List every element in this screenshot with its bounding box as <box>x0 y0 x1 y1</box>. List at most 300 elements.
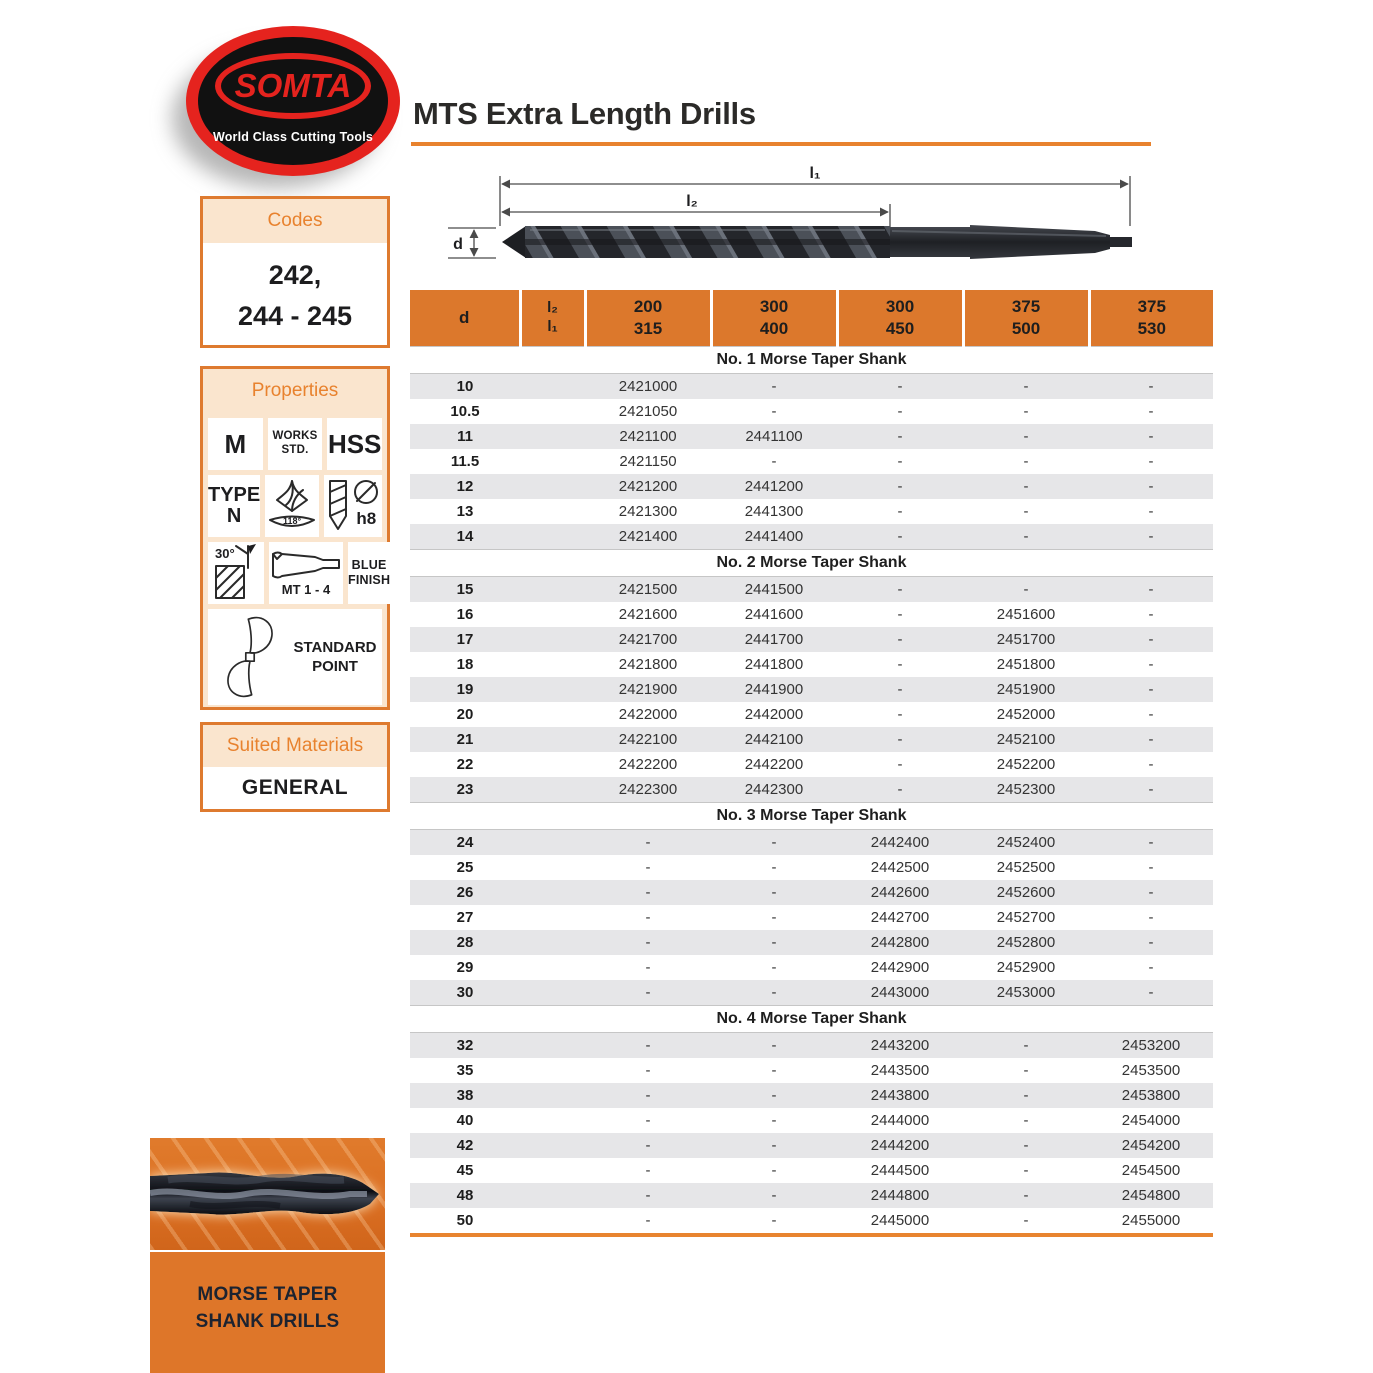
code-cell: 2442800 <box>837 930 963 955</box>
code-cell: - <box>963 424 1089 449</box>
logo-ring <box>215 53 371 119</box>
code-cell: 2452300 <box>963 777 1089 803</box>
code-cell: 2452500 <box>996 859 1056 876</box>
code-cell: - <box>897 756 903 773</box>
code-cell: - <box>897 706 903 723</box>
codes-table <box>410 290 1213 1237</box>
suited-materials-box <box>200 722 390 812</box>
table-row <box>410 374 1213 400</box>
lengths-spacer-cell <box>520 1208 585 1235</box>
diameter-cell: 23 <box>410 777 520 803</box>
category-line-2: SHANK DRILLS <box>195 1310 340 1332</box>
code-cell: - <box>711 930 837 955</box>
code-cell: - <box>771 1062 777 1079</box>
code-cell: - <box>1089 474 1213 499</box>
lengths-spacer-cell <box>520 752 585 777</box>
code-cell: - <box>1089 577 1213 603</box>
properties-grid <box>203 413 391 707</box>
diameter-cell: 48 <box>410 1183 520 1208</box>
property-material: M <box>208 418 263 470</box>
diameter-cell: 10 <box>410 374 520 400</box>
codes-header: Codes <box>203 199 387 243</box>
code-cell: 2422300 <box>585 777 711 803</box>
diameter-cell: 14 <box>410 524 520 550</box>
code-cell: 2455000 <box>1121 1212 1181 1229</box>
diameter-cell: 38 <box>410 1083 520 1108</box>
code-cell: - <box>711 374 837 400</box>
diameter-cell: 45 <box>456 1162 474 1179</box>
lengths-spacer-cell <box>520 677 585 702</box>
code-cell: 2421600 <box>618 606 678 623</box>
brand-name: SOMTA <box>234 67 352 104</box>
code-cell: - <box>1089 424 1213 449</box>
code-cell: 2442600 <box>837 880 963 905</box>
table-row <box>410 424 1213 449</box>
table-row <box>410 1158 1213 1183</box>
lengths-spacer-cell <box>520 955 585 980</box>
code-cell: 2444800 <box>837 1183 963 1208</box>
code-cell: 2441700 <box>711 627 837 652</box>
code-cell: - <box>1148 656 1154 673</box>
table-row <box>410 577 1213 603</box>
lengths-spacer-cell <box>520 880 585 905</box>
table-row <box>410 1183 1213 1208</box>
col-header-size-1: 200 315 <box>585 290 711 347</box>
table-row <box>410 905 1213 930</box>
code-cell: - <box>1023 1062 1029 1079</box>
code-cell: - <box>1089 524 1213 550</box>
lengths-spacer-cell <box>520 727 585 752</box>
title-underline <box>411 142 1151 146</box>
code-cell: 2453500 <box>1121 1062 1181 1079</box>
code-cell: - <box>1023 503 1029 520</box>
code-cell: - <box>771 909 777 926</box>
diameter-cell: 29 <box>456 959 474 976</box>
code-cell: 2452700 <box>996 909 1056 926</box>
codes-line-1: 242, <box>268 260 322 290</box>
code-cell: 2441400 <box>711 524 837 550</box>
lengths-spacer-cell <box>520 702 585 727</box>
diameter-cell: 35 <box>456 1062 474 1079</box>
lengths-spacer-cell <box>520 1133 585 1158</box>
code-cell: - <box>585 1133 711 1158</box>
code-cell: - <box>771 1162 777 1179</box>
code-cell: - <box>1148 756 1154 773</box>
code-cell: 2441100 <box>711 424 837 449</box>
code-cell: - <box>1089 777 1213 803</box>
codes-values <box>203 243 387 336</box>
lengths-spacer-cell <box>520 474 585 499</box>
lengths-spacer-cell <box>520 905 585 930</box>
code-cell: 2453000 <box>963 980 1089 1006</box>
diameter-cell: 19 <box>410 677 520 702</box>
lengths-spacer-cell <box>520 627 585 652</box>
col-header-size-2: 300 400 <box>711 290 837 347</box>
section-header-row: No. 2 Morse Taper Shank <box>410 550 1213 577</box>
col-header-size-4: 375 500 <box>963 290 1089 347</box>
somta-logo <box>172 18 412 198</box>
code-cell: - <box>1089 980 1213 1006</box>
code-cell: - <box>1023 1162 1029 1179</box>
tolerance-value: h8 <box>356 509 377 528</box>
code-cell: - <box>771 403 777 420</box>
code-cell: 2421700 <box>585 627 711 652</box>
table-row <box>410 449 1213 474</box>
code-cell: - <box>771 1212 777 1229</box>
code-cell: - <box>1089 930 1213 955</box>
code-cell: - <box>837 727 963 752</box>
code-cell: 2441300 <box>744 503 804 520</box>
code-cell: 2421100 <box>585 424 711 449</box>
code-cell: 2451800 <box>996 656 1056 673</box>
code-cell: - <box>1023 1112 1029 1129</box>
code-cell: 2442700 <box>870 909 930 926</box>
code-cell: - <box>771 959 777 976</box>
code-cell: - <box>711 830 837 856</box>
code-cell: - <box>837 777 963 803</box>
code-cell: 2421300 <box>618 503 678 520</box>
code-cell: - <box>897 606 903 623</box>
code-cell: 2442400 <box>837 830 963 856</box>
suited-materials-header: Suited Materials <box>203 725 387 767</box>
code-cell: - <box>711 880 837 905</box>
code-cell: 2442100 <box>711 727 837 752</box>
code-cell: - <box>645 859 651 876</box>
taper-shank-icon <box>269 550 343 580</box>
code-cell: - <box>837 577 963 603</box>
code-cell: - <box>711 1183 837 1208</box>
code-cell: - <box>1148 859 1154 876</box>
code-cell: 2421900 <box>585 677 711 702</box>
code-cell: - <box>897 403 903 420</box>
table-row <box>410 677 1213 702</box>
diameter-cell: 16 <box>456 606 474 623</box>
diameter-cell: 28 <box>410 930 520 955</box>
code-cell: 2442000 <box>744 706 804 723</box>
lengths-spacer-cell <box>520 1108 585 1133</box>
code-cell: 2441600 <box>744 606 804 623</box>
code-cell: 2452200 <box>996 756 1056 773</box>
diameter-cell: 17 <box>410 627 520 652</box>
table-row <box>410 702 1213 727</box>
property-tolerance <box>324 475 382 537</box>
property-works-std: WORKS STD. <box>268 418 323 470</box>
code-cell: - <box>711 980 837 1006</box>
diameter-cell: 11.5 <box>450 453 480 470</box>
lengths-spacer-cell <box>520 830 585 856</box>
code-cell: 2422000 <box>618 706 678 723</box>
product-photo <box>150 1138 385 1250</box>
lengths-spacer-cell <box>520 855 585 880</box>
diameter-cell: 15 <box>410 577 520 603</box>
property-hss: HSS <box>327 418 382 470</box>
diameter-cell: 26 <box>410 880 520 905</box>
diameter-cell: 12 <box>410 474 520 499</box>
lengths-spacer-cell <box>520 1183 585 1208</box>
code-cell: 2442200 <box>744 756 804 773</box>
code-cell: - <box>837 677 963 702</box>
code-cell: 2421050 <box>618 403 678 420</box>
code-cell: - <box>1089 374 1213 400</box>
brand-tagline: World Class Cutting Tools <box>212 130 374 144</box>
table-row <box>410 727 1213 752</box>
code-cell: 2421000 <box>585 374 711 400</box>
codes-line-2: 244 - 245 <box>237 300 353 331</box>
code-cell: 2441200 <box>711 474 837 499</box>
diameter-cell: 18 <box>456 656 474 673</box>
code-cell: - <box>771 1112 777 1129</box>
code-cell: - <box>1089 627 1213 652</box>
code-cell: 2441500 <box>711 577 837 603</box>
code-cell: 2443000 <box>837 980 963 1006</box>
diameter-cell: 21 <box>410 727 520 752</box>
table-row <box>410 652 1213 677</box>
code-cell: - <box>837 424 963 449</box>
code-cell: - <box>645 909 651 926</box>
dim-l2-label: l₂ <box>686 193 698 210</box>
section-header-row: No. 1 Morse Taper Shank <box>410 347 1213 374</box>
helix-angle-value: 30° <box>215 546 235 561</box>
code-cell: - <box>963 577 1089 603</box>
table-row <box>410 1033 1213 1059</box>
table-row <box>410 777 1213 803</box>
code-cell: - <box>837 524 963 550</box>
code-cell: - <box>897 453 903 470</box>
table-row <box>410 399 1213 424</box>
code-cell: - <box>1148 503 1154 520</box>
code-cell: 2452400 <box>963 830 1089 856</box>
property-taper-range <box>269 542 343 604</box>
code-cell: 2452800 <box>963 930 1089 955</box>
lengths-spacer-cell <box>520 1083 585 1108</box>
lengths-spacer-cell <box>520 777 585 803</box>
lengths-spacer-cell <box>520 374 585 400</box>
diameter-cell: 22 <box>456 756 474 773</box>
code-cell: 2421150 <box>619 453 677 470</box>
code-cell: - <box>963 524 1089 550</box>
category-line-1: MORSE TAPER <box>197 1284 338 1305</box>
code-cell: - <box>585 930 711 955</box>
logo-inner-ellipse <box>198 37 388 165</box>
code-cell: 2443200 <box>837 1033 963 1059</box>
table-row <box>410 602 1213 627</box>
table-row <box>410 1058 1213 1083</box>
page-title: MTS Extra Length Drills <box>413 96 756 131</box>
category-label <box>150 1252 385 1373</box>
table-row <box>410 1108 1213 1133</box>
code-cell: 2454000 <box>1121 1112 1181 1129</box>
dim-l1-label: l₁ <box>809 165 821 182</box>
lengths-spacer-cell <box>520 930 585 955</box>
code-cell: 2442500 <box>870 859 930 876</box>
code-cell: - <box>837 627 963 652</box>
code-cell: - <box>1148 453 1154 470</box>
code-cell: - <box>711 1083 837 1108</box>
logo-ellipse <box>186 26 400 176</box>
lengths-spacer-cell <box>520 424 585 449</box>
lengths-spacer-cell <box>520 577 585 603</box>
col-header-d: d <box>410 290 520 347</box>
code-cell: - <box>1089 677 1213 702</box>
code-cell: - <box>837 374 963 400</box>
section-header-row: No. 3 Morse Taper Shank <box>410 803 1213 830</box>
code-cell: - <box>963 1083 1089 1108</box>
property-point-type: STANDARD POINT <box>208 609 382 705</box>
code-cell: - <box>963 374 1089 400</box>
col-header-lengths: l₂ l₁ <box>520 290 585 347</box>
section-header-row: No. 4 Morse Taper Shank <box>410 1006 1213 1033</box>
diameter-cell: 11 <box>410 424 520 449</box>
code-cell: 2421400 <box>585 524 711 550</box>
table-row <box>410 752 1213 777</box>
code-cell: 2454200 <box>1089 1133 1213 1158</box>
code-cell: 2451600 <box>996 606 1056 623</box>
table-row <box>410 627 1213 652</box>
code-cell: - <box>1023 453 1029 470</box>
col-header-size-5: 375 530 <box>1089 290 1213 347</box>
code-cell: 2441900 <box>711 677 837 702</box>
lengths-spacer-cell <box>520 524 585 550</box>
table-row <box>410 980 1213 1006</box>
drill-photo-illustration <box>150 1138 385 1250</box>
code-cell: - <box>963 1133 1089 1158</box>
code-cell: 2422100 <box>585 727 711 752</box>
table-row <box>410 830 1213 856</box>
code-cell: - <box>645 959 651 976</box>
code-cell: 2421800 <box>618 656 678 673</box>
properties-box <box>200 366 390 710</box>
code-cell: - <box>645 1062 651 1079</box>
code-cell: - <box>645 1162 651 1179</box>
code-cell: 2451900 <box>963 677 1089 702</box>
col-header-size-3: 300 450 <box>837 290 963 347</box>
code-cell: - <box>1148 606 1154 623</box>
diameter-cell: 42 <box>410 1133 520 1158</box>
lengths-spacer-cell <box>520 399 585 424</box>
code-cell: - <box>1089 880 1213 905</box>
code-cell: - <box>1148 909 1154 926</box>
diameter-cell: 32 <box>410 1033 520 1059</box>
code-cell: 2421500 <box>585 577 711 603</box>
drill-dimension-diagram <box>430 160 1180 285</box>
suited-materials-value: GENERAL <box>241 776 349 799</box>
code-cell: 2444200 <box>837 1133 963 1158</box>
code-cell: - <box>1148 706 1154 723</box>
code-cell: 2453200 <box>1089 1033 1213 1059</box>
lengths-spacer-cell <box>520 449 585 474</box>
table-header-row <box>410 290 1213 347</box>
code-cell: - <box>585 1033 711 1059</box>
diameter-cell: 27 <box>456 909 474 926</box>
table-row <box>410 855 1213 880</box>
property-point-angle <box>265 475 319 537</box>
table-row <box>410 955 1213 980</box>
table-row <box>410 1083 1213 1108</box>
drill-illustration <box>502 225 1132 259</box>
diameter-cell: 13 <box>456 503 474 520</box>
code-cell: - <box>645 1212 651 1229</box>
code-cell: 2453800 <box>1089 1083 1213 1108</box>
table-row <box>410 524 1213 550</box>
point-angle-icon <box>265 478 319 534</box>
lengths-spacer-cell <box>520 602 585 627</box>
code-cell: - <box>771 453 777 470</box>
taper-range-value: MT 1 - 4 <box>281 581 331 597</box>
code-cell: - <box>771 859 777 876</box>
code-cell: - <box>585 880 711 905</box>
code-cell: - <box>711 1033 837 1059</box>
table-row <box>410 474 1213 499</box>
code-cell: - <box>585 1183 711 1208</box>
table-row <box>410 1133 1213 1158</box>
code-cell: - <box>1023 1212 1029 1229</box>
code-cell: 2454800 <box>1089 1183 1213 1208</box>
property-finish: BLUE FINISH <box>348 542 390 604</box>
lengths-spacer-cell <box>520 499 585 524</box>
code-cell: 2452100 <box>963 727 1089 752</box>
code-cell: 2443500 <box>870 1062 930 1079</box>
diameter-cell: 30 <box>410 980 520 1006</box>
lengths-spacer-cell <box>520 652 585 677</box>
code-cell: - <box>1089 727 1213 752</box>
diameter-cell: 40 <box>456 1112 474 1129</box>
code-cell: 2452000 <box>996 706 1056 723</box>
property-helix-angle <box>208 542 264 604</box>
code-cell: - <box>585 980 711 1006</box>
diameter-cell: 20 <box>456 706 474 723</box>
code-cell: - <box>645 1112 651 1129</box>
lengths-spacer-cell <box>520 1033 585 1059</box>
properties-header: Properties <box>203 369 387 413</box>
code-cell: 2422200 <box>618 756 678 773</box>
point-angle-value: 118° <box>283 516 302 526</box>
diameter-cell: 24 <box>410 830 520 856</box>
diameter-cell: 50 <box>456 1212 474 1229</box>
code-cell: 2421200 <box>585 474 711 499</box>
code-cell: - <box>1148 959 1154 976</box>
table-row <box>410 880 1213 905</box>
code-cell: - <box>897 656 903 673</box>
code-cell: - <box>963 1183 1089 1208</box>
code-cell: 2441800 <box>744 656 804 673</box>
code-cell: 2442900 <box>870 959 930 976</box>
lengths-spacer-cell <box>520 1058 585 1083</box>
dim-d-label: d <box>453 236 463 253</box>
code-cell: - <box>837 474 963 499</box>
lengths-spacer-cell <box>520 980 585 1006</box>
code-cell: - <box>963 1033 1089 1059</box>
diameter-cell: 10.5 <box>450 403 480 420</box>
code-cell: 2444500 <box>870 1162 930 1179</box>
code-cell: - <box>711 1133 837 1158</box>
lengths-spacer-cell <box>520 1158 585 1183</box>
code-cell: 2454500 <box>1121 1162 1181 1179</box>
code-cell: 2452600 <box>963 880 1089 905</box>
code-cell: - <box>1148 403 1154 420</box>
code-cell: 2443800 <box>837 1083 963 1108</box>
table-row <box>410 930 1213 955</box>
code-cell: - <box>585 1083 711 1108</box>
standard-point-icon <box>213 612 287 702</box>
code-cell: - <box>963 474 1089 499</box>
code-cell: - <box>1023 403 1029 420</box>
table-row <box>410 499 1213 524</box>
code-cell: 2451700 <box>963 627 1089 652</box>
diameter-cell: 25 <box>456 859 474 876</box>
code-cell: 2445000 <box>870 1212 930 1229</box>
table-row <box>410 1208 1213 1235</box>
code-cell: 2452900 <box>996 959 1056 976</box>
